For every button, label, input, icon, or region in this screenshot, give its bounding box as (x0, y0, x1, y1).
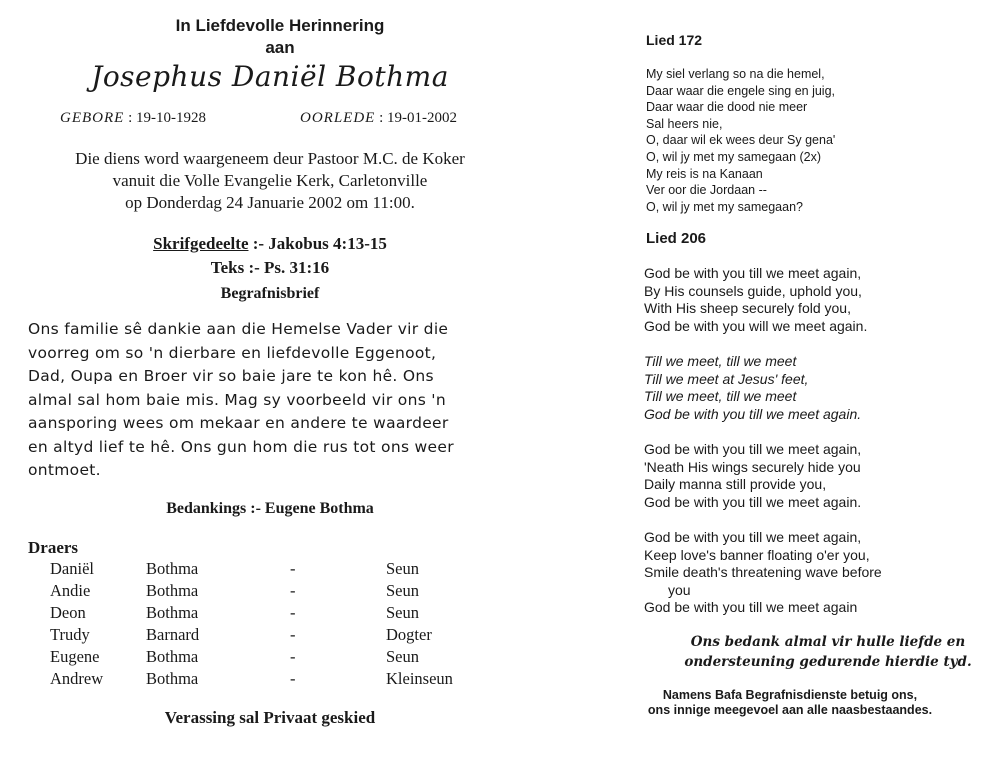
brief-title: Begrafnisbrief (220, 285, 320, 302)
lyric-line: Smile death's threatening wave before (644, 564, 882, 581)
header-line-1: In Liefdevolle Herinnering (175, 16, 385, 35)
pallbearer-last-name: Bothma (146, 669, 199, 688)
lyric-line: My siel verlang so na die hemel, (646, 67, 825, 81)
lyric-line: With His sheep securely fold you, (644, 300, 851, 317)
pallbearers-list (50, 559, 500, 691)
scripture (20, 232, 520, 280)
pallbearer-row (50, 647, 500, 669)
lyric-line: God be with you till we meet again, (644, 265, 862, 281)
pallbearer-dash: - (290, 559, 296, 578)
service-line-3: op Donderdag 24 Januarie 2002 om 11:00. (125, 193, 415, 212)
song-172-title: Lied 172 (646, 32, 703, 48)
lyric-line: Till we meet, till we meet (644, 388, 797, 405)
pallbearer-first-name: Andie (50, 581, 91, 600)
lyric-line: O, wil jy met my samegaan (2x) (646, 149, 822, 164)
lyric-line: Till we meet at Jesus' feet, (644, 370, 809, 387)
pallbearer-relation: Seun (386, 581, 419, 600)
pallbearer-dash: - (290, 603, 296, 622)
pallbearer-relation: Seun (386, 603, 419, 622)
pallbearer-relation: Dogter (386, 625, 432, 644)
funeral-home-line-1: Namens Bafa Begrafnisdienste betuig ons, (662, 688, 918, 702)
stanza-2 (644, 441, 882, 511)
born-value: : 19-10-1928 (128, 110, 206, 126)
cremation-note: Verassing sal Privaat geskied (164, 708, 376, 727)
pallbearer-last-name: Bothma (146, 647, 199, 666)
pallbearer-last-name: Bothma (146, 559, 199, 578)
brief-line: Dad, Oupa en Broer vir so baie jare te kon hê. Ons (28, 367, 434, 385)
pallbearer-dash: - (290, 647, 296, 666)
scripture-label: Skrifgedeelte (153, 234, 249, 253)
brief-line: Ons familie sê dankie aan die Hemelse Vader vir die (28, 320, 449, 338)
scripture-reading (20, 232, 520, 256)
closing-line-1: Ons bedank almal vir hulle liefde en (690, 634, 966, 650)
funeral-letter (28, 318, 518, 483)
brief-line: ontmoet. (28, 461, 101, 479)
service-line-1: Die diens word waargeneem deur Pastoor M.C. de Koker (75, 149, 465, 168)
pallbearer-last-name: Barnard (146, 625, 200, 644)
pallbearer-first-name: Trudy (50, 625, 90, 644)
service-line-2: vanuit die Volle Evangelie Kerk, Carletonville (112, 171, 428, 190)
lyric-line: God be with you till we meet again (644, 599, 858, 616)
scripture-text: Teks :- Ps. 31:16 (210, 258, 330, 277)
lyric-line: God be with you will we meet again. (644, 317, 868, 334)
lyric-line: Till we meet, till we meet (644, 352, 797, 369)
brief-line: almal sal hom baie mis. Mag sy voorbeeld vir ons 'n (28, 390, 446, 409)
closing-thanks (678, 632, 978, 672)
lyric-line: Keep love's banner floating o'er you, (644, 546, 870, 563)
died-value: : 19-01-2002 (379, 110, 457, 126)
lyric-line: Daar waar die dood nie meer (646, 100, 808, 115)
lyric-line: God be with you till we meet again. (644, 405, 862, 422)
pallbearer-row (50, 669, 500, 691)
lyric-line: O, wil jy met my samegaan? (646, 199, 803, 214)
pallbearer-first-name: Deon (50, 603, 86, 622)
header-line-2: aan (265, 38, 295, 57)
pallbearer-first-name: Eugene (50, 647, 100, 666)
deceased-name: Josephus Daniël Bothma (91, 60, 449, 93)
died-date (300, 110, 457, 127)
pallbearer-row (50, 581, 500, 603)
pallbearer-relation: Kleinseun (386, 669, 453, 688)
pallbearer-relation: Seun (386, 559, 419, 578)
song-206-title: Lied 206 (646, 230, 707, 247)
chorus (644, 353, 882, 423)
pallbearer-first-name: Daniël (50, 559, 94, 578)
lyric-line: Ver oor die Jordaan -- (646, 183, 767, 198)
lyric-line: By His counsels guide, uphold you, (644, 282, 862, 299)
funeral-home-line-2: ons innige meegevoel aan alle naasbestaandes. (647, 703, 933, 717)
lyric-line: Daily manna still provide you, (644, 476, 827, 493)
pallbearer-dash: - (290, 625, 296, 644)
lyric-line: Sal heers nie, (646, 116, 723, 131)
funeral-home-note (610, 688, 970, 718)
song-172-lyrics (646, 66, 835, 215)
born-label: GEBORE (60, 110, 125, 126)
lyric-line: God be with you till we meet again, (644, 528, 862, 545)
lyric-line: God be with you till we meet again. (644, 493, 862, 510)
pallbearer-row (50, 603, 500, 625)
lyric-line: O, daar wil ek wees deur Sy gena' (646, 133, 836, 148)
lyric-line: 'Neath His wings securely hide you (644, 458, 861, 475)
closing-line-2: ondersteuning gedurende hierdie tyd. (684, 654, 972, 670)
lyric-line: Daar waar die engele sing en juig, (646, 83, 836, 98)
pallbearer-dash: - (290, 669, 296, 688)
pallbearer-relation: Seun (386, 647, 419, 666)
pallbearer-row (50, 559, 500, 581)
pallbearer-last-name: Bothma (146, 581, 199, 600)
pallbearer-first-name: Andrew (50, 669, 104, 688)
lyric-line: God be with you till we meet again, (644, 440, 862, 457)
song-206-lyrics (644, 265, 882, 634)
service-details (20, 148, 520, 214)
stanza-3 (644, 529, 882, 617)
pallbearer-row (50, 625, 500, 647)
pallbearer-dash: - (290, 581, 296, 600)
brief-line: aansporing wees om mekaar en andere te waardeer (28, 414, 449, 432)
lyric-line: My reis is na Kanaan (646, 166, 763, 181)
brief-line: en altyd lief te hê. Ons gun hom die rus tot ons weer (28, 437, 454, 456)
born-date (60, 110, 206, 127)
pallbearer-last-name: Bothma (146, 603, 199, 622)
stanza-1 (644, 265, 882, 335)
died-label: OORLEDE (300, 110, 376, 126)
lyric-line: you (668, 581, 691, 598)
thanks: Bedankings :- Eugene Bothma (166, 500, 374, 517)
pallbearers-title: Draers (28, 538, 79, 557)
brief-line: voorreg om so 'n dierbare en liefdevolle Eggenoot, (28, 343, 437, 362)
scripture-reference: :- Jakobus 4:13-15 (248, 234, 387, 253)
